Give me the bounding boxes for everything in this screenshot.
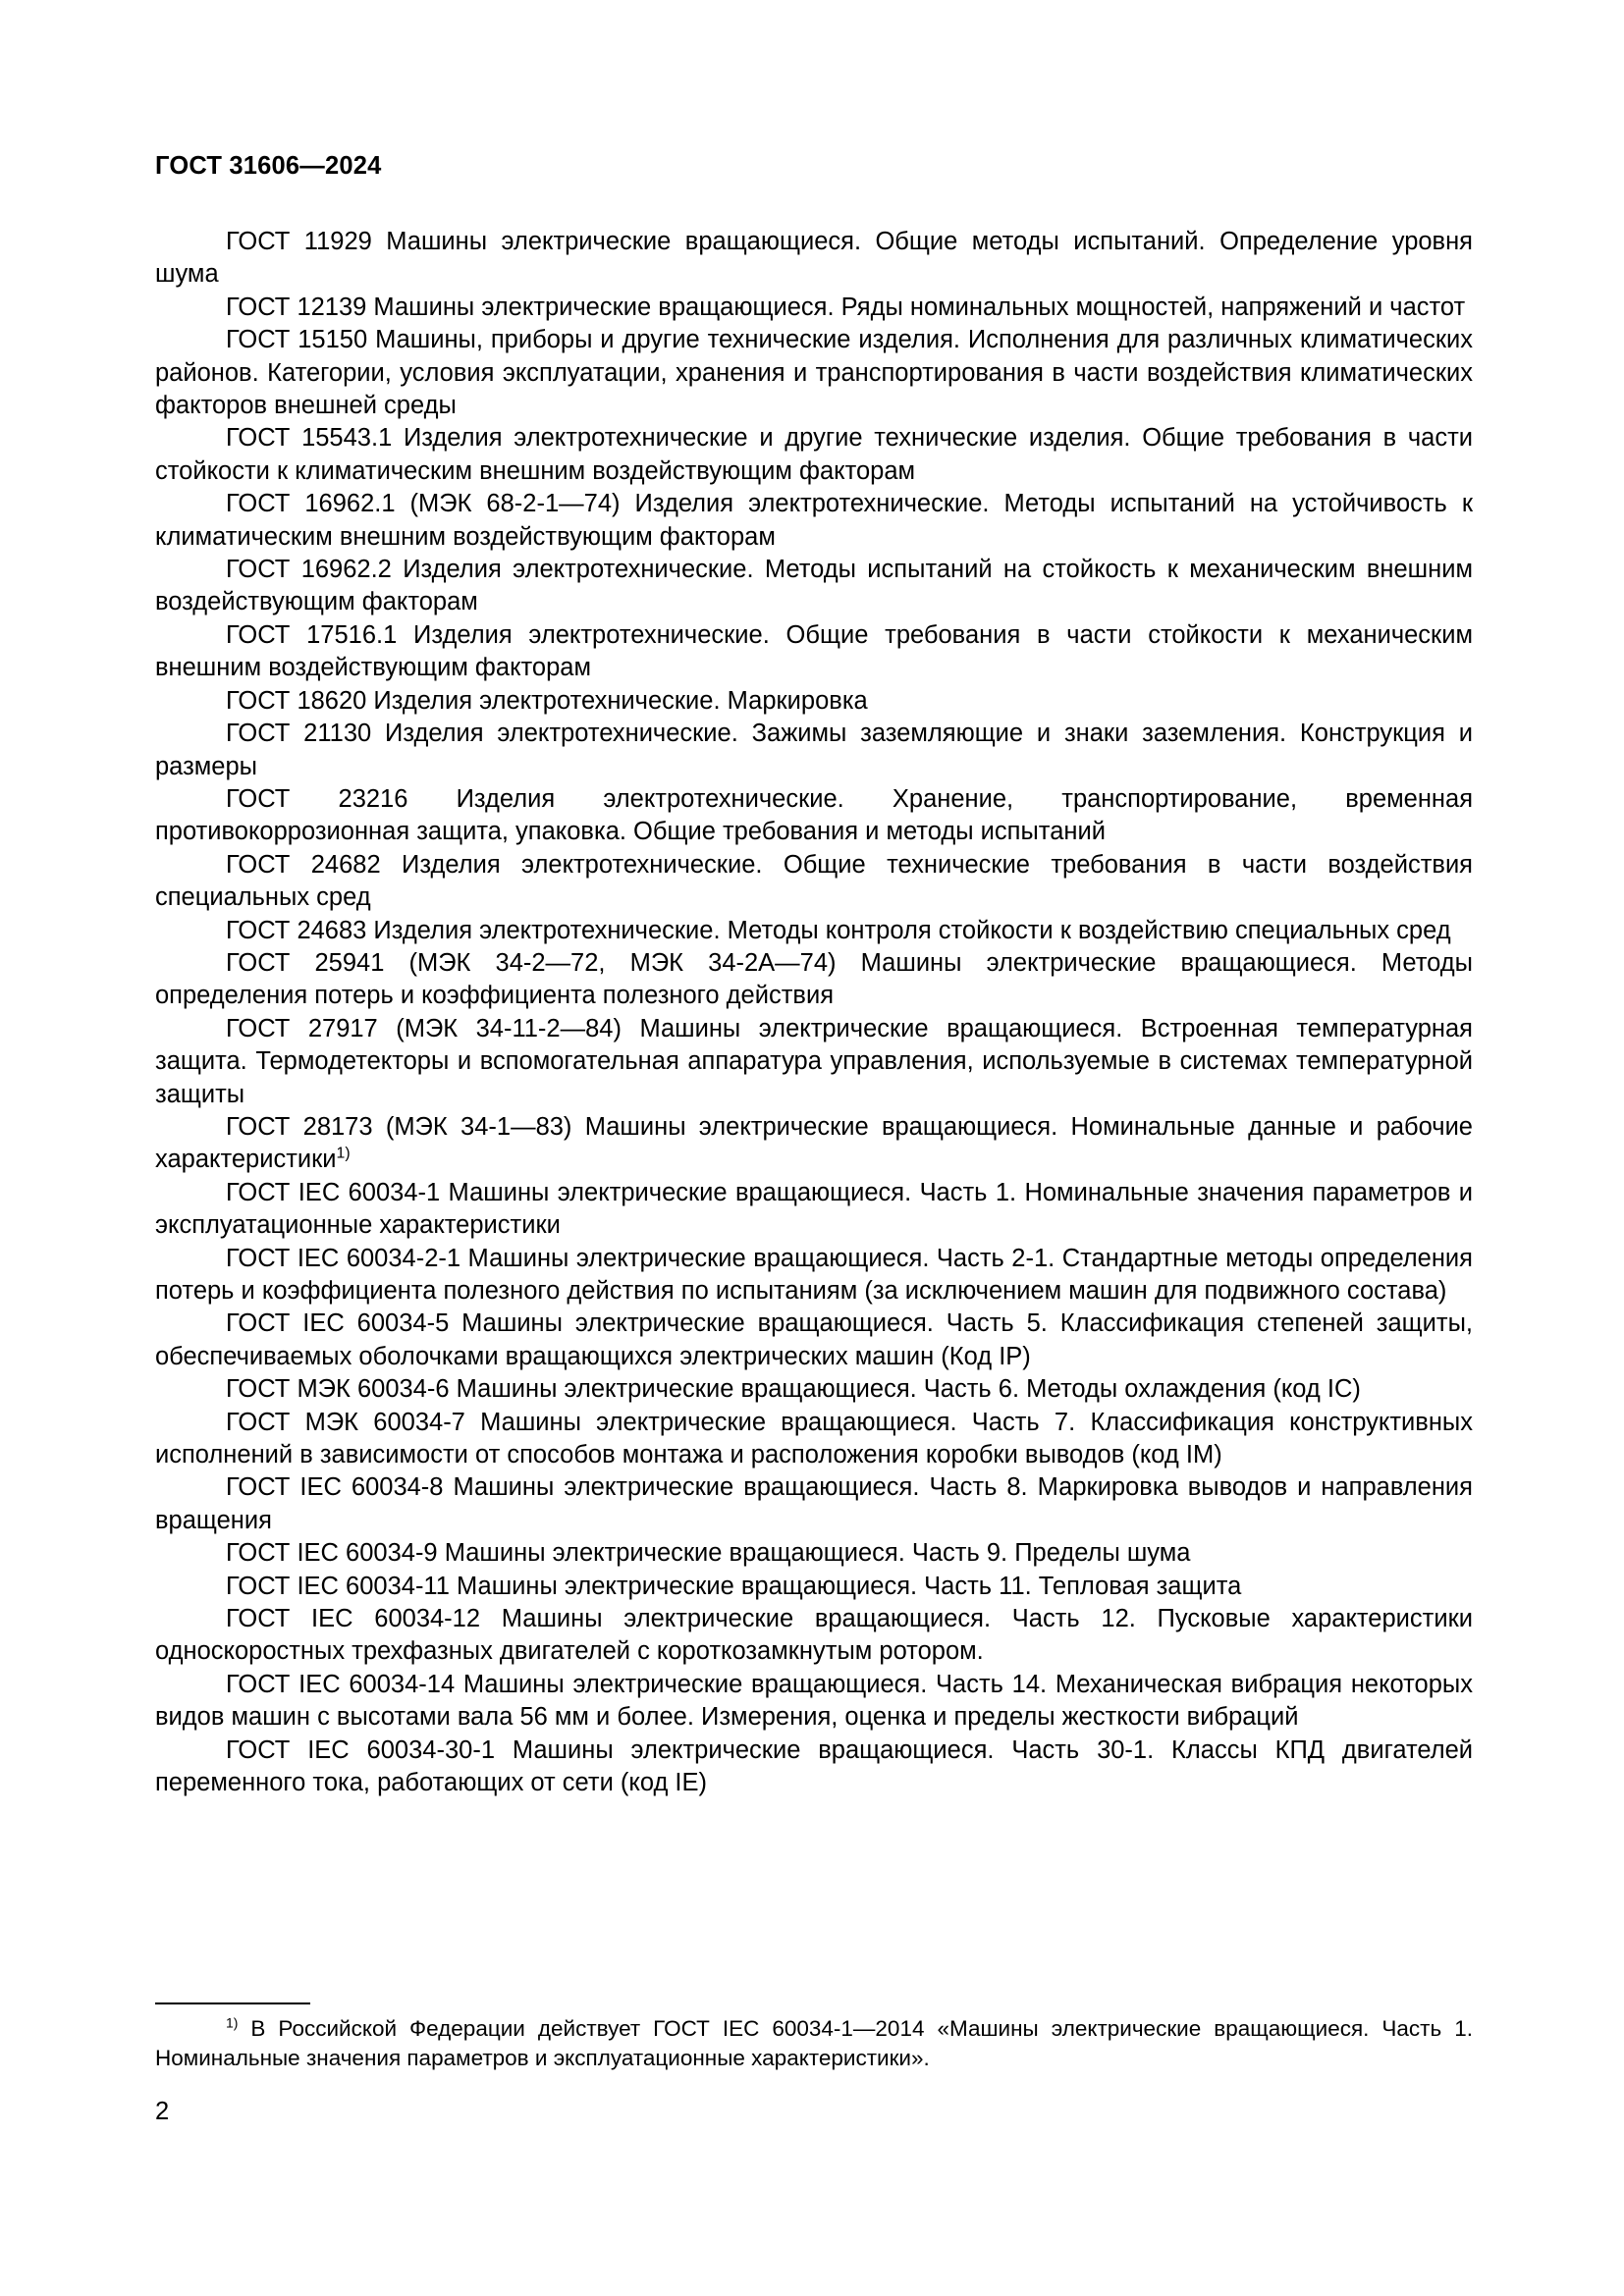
reference-text: ГОСТ 18620 Изделия электротехнические. Маркировка — [226, 686, 868, 715]
reference-item — [155, 1735, 1473, 1800]
reference-text: ГОСТ 17516.1 Изделия электротехнические. Общие требования в части стойкости к механическим внешним воздействующим факторам — [155, 620, 1473, 682]
reference-text: ГОСТ 15543.1 Изделия электротехнические и другие технические изделия. Общие требования в части стойкости к климатическим внешним воздействующим факторам — [155, 424, 1473, 485]
reference-item — [155, 619, 1473, 685]
reference-item — [155, 1471, 1473, 1537]
reference-item — [155, 1571, 1473, 1603]
reference-item — [155, 226, 1473, 292]
reference-text: ГОСТ IEC 60034-1 Машины электрические вращающиеся. Часть 1. Номинальные значения параметров и эксплуатационные характеристики — [155, 1178, 1473, 1240]
reference-text: ГОСТ 21130 Изделия электротехнические. Зажимы заземляющие и знаки заземления. Конструкция и размеры — [155, 720, 1473, 780]
reference-item — [155, 1603, 1473, 1669]
reference-item — [155, 685, 1473, 718]
footnote-marker: 1) — [336, 1145, 351, 1162]
reference-item — [155, 1177, 1473, 1243]
document-header: ГОСТ 31606—2024 — [155, 152, 382, 180]
reference-item — [155, 1669, 1473, 1735]
reference-text: ГОСТ IEC 60034-12 Машины электрические вращающиеся. Часть 12. Пусковые характеристики односкоростных трехфазных двигателей с короткозамкнутым ротором. — [155, 1605, 1473, 1666]
reference-text: ГОСТ 23216 Изделия электротехнические. Хранение, транспортирование, временная противокоррозионная защита, упаковка. Общие требования и методы испытаний — [155, 784, 1473, 846]
reference-item — [155, 1243, 1473, 1308]
reference-text: ГОСТ МЭК 60034-6 Машины электрические вращающиеся. Часть 6. Методы охлаждения (код IC) — [226, 1375, 1361, 1404]
reference-item — [155, 488, 1473, 554]
reference-text: ГОСТ 25941 (МЭК 34-2—72, МЭК 34-2А—74) Машины электрические вращающиеся. Методы определения потерь и коэффициента полезного действия — [155, 948, 1473, 1010]
reference-text: ГОСТ 11929 Машины электрические вращающиеся. Общие методы испытаний. Определение уровня шума — [155, 228, 1473, 289]
footnote-divider — [155, 2002, 310, 2004]
reference-item — [155, 422, 1473, 488]
reference-text: ГОСТ 24683 Изделия электротехнические. Методы контроля стойкости к воздействию специальных сред — [226, 916, 1451, 944]
reference-text: ГОСТ МЭК 60034-7 Машины электрические вращающиеся. Часть 7. Классификация конструктивных исполнений в зависимости от способов монтажа и расположения коробки выводов (код IM) — [155, 1408, 1473, 1469]
reference-text: ГОСТ 27917 (МЭК 34-11-2—84) Машины электрические вращающиеся. Встроенная температурная защита. Термодетекторы и вспомогательная аппаратура управления, используемые в системах температурной защиты — [155, 1014, 1473, 1108]
page-number: 2 — [155, 2098, 170, 2125]
normative-references-list — [155, 226, 1473, 1800]
reference-text: ГОСТ IEC 60034-14 Машины электрические вращающиеся. Часть 14. Механическая вибрация некоторых видов машин с высотами вала 56 мм и более. Измерения, оценка и пределы жесткости вибраций — [155, 1670, 1473, 1732]
reference-item — [155, 1407, 1473, 1472]
reference-item — [155, 1537, 1473, 1570]
footnote-number: 1) — [226, 2014, 239, 2031]
reference-text: ГОСТ 16962.1 (МЭК 68-2-1—74) Изделия электротехнические. Методы испытаний на устойчивость к климатическим внешним воздействующим факторам — [155, 490, 1473, 551]
reference-text: ГОСТ IEC 60034-2-1 Машины электрические вращающиеся. Часть 2-1. Стандартные методы определения потерь и коэффициента полезного действия по испытаниям (за исключением машин для подвижного состава) — [155, 1244, 1473, 1305]
reference-item — [155, 292, 1473, 324]
reference-text: ГОСТ 28173 (МЭК 34-1—83) Машины электрические вращающиеся. Номинальные данные и рабочие характеристики — [155, 1112, 1473, 1174]
reference-text: ГОСТ 16962.2 Изделия электротехнические. Методы испытаний на стойкость к механическим внешним воздействующим факторам — [155, 556, 1473, 616]
reference-text: ГОСТ 15150 Машины, приборы и другие технические изделия. Исполнения для различных климатических районов. Категории, условия эксплуатации, хранения и транспортирования в части воздействия климатических факторов внешней среды — [155, 326, 1473, 420]
footnote-text: В Российской Федерации действует ГОСТ IEC 60034-1—2014 «Машины электрические вращающиеся. Часть 1. Номинальные значения параметров и эксплуатационные характеристики». — [155, 2016, 1473, 2070]
document-page — [155, 0, 1473, 2296]
reference-item — [155, 1111, 1473, 1177]
reference-item — [155, 849, 1473, 915]
reference-text: ГОСТ 12139 Машины электрические вращающиеся. Ряды номинальных мощностей, напряжений и частот — [226, 293, 1466, 321]
reference-item — [155, 718, 1473, 783]
reference-text: ГОСТ IEC 60034-8 Машины электрические вращающиеся. Часть 8. Маркировка выводов и направления вращения — [155, 1473, 1473, 1534]
reference-item — [155, 554, 1473, 619]
reference-text: ГОСТ 24682 Изделия электротехнические. Общие технические требования в части воздействия специальных сред — [155, 850, 1473, 912]
reference-text: ГОСТ IEC 60034-5 Машины электрические вращающиеся. Часть 5. Классификация степеней защиты, обеспечиваемых оболочками вращающихся электрических машин (Код IP) — [155, 1309, 1473, 1370]
reference-item — [155, 783, 1473, 849]
reference-text: ГОСТ IEC 60034-30-1 Машины электрические вращающиеся. Часть 30-1. Классы КПД двигателей переменного тока, работающих от сети (код IE) — [155, 1735, 1473, 1797]
reference-item — [155, 1013, 1473, 1111]
reference-item — [155, 1373, 1473, 1406]
footnote — [155, 2014, 1473, 2073]
reference-text: ГОСТ IEC 60034-11 Машины электрические вращающиеся. Часть 11. Тепловая защита — [226, 1572, 1242, 1600]
reference-item — [155, 915, 1473, 947]
reference-text: ГОСТ IEC 60034-9 Машины электрические вращающиеся. Часть 9. Пределы шума — [226, 1539, 1191, 1568]
reference-item — [155, 947, 1473, 1013]
reference-item — [155, 324, 1473, 422]
reference-item — [155, 1308, 1473, 1373]
footnote-paragraph — [155, 2014, 1473, 2073]
